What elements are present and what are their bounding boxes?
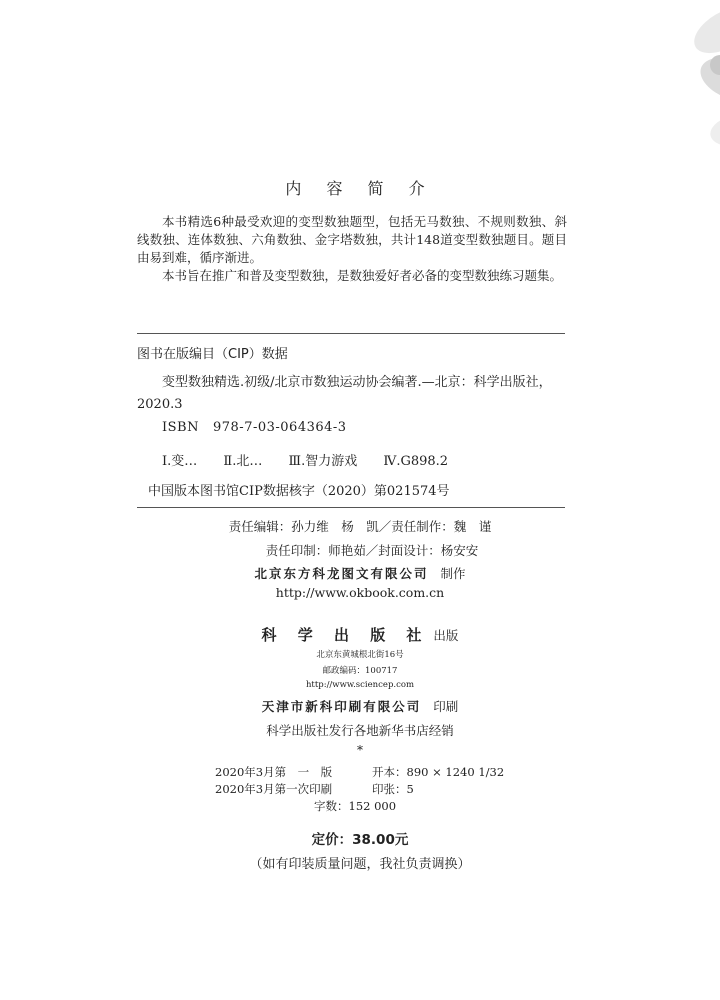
- cip-number: 中国版本图书馆CIP数据核字（2020）第021574号: [148, 484, 450, 499]
- class-1: Ⅰ.变…: [162, 454, 198, 469]
- publisher-postcode: 邮政编码：100717: [322, 666, 398, 676]
- isbn-label: ISBN: [162, 420, 199, 435]
- printing-line: 2020年3月第一次印刷: [215, 782, 333, 796]
- isbn-value: 978-7-03-064364-3: [212, 420, 347, 435]
- printer-role: 印刷: [433, 699, 459, 714]
- page-title: 内 容 简 介: [285, 179, 435, 198]
- isbn-line: [162, 420, 361, 435]
- divider-top: [137, 333, 565, 334]
- separator-asterisk: *: [357, 743, 363, 757]
- printer-name: 天津市新科印刷有限公司: [261, 699, 422, 714]
- quality-notice: （如有印装质量问题，我社负责调换）: [249, 857, 471, 872]
- edition-line: 2020年3月第 一 版: [215, 765, 333, 779]
- printer-line: [0, 697, 720, 715]
- class-2: Ⅱ.北…: [223, 454, 263, 469]
- credits-printing: 责任印制：师艳茹／封面设计：杨安安: [265, 543, 479, 558]
- class-3: Ⅲ.智力游戏: [288, 454, 358, 469]
- cip-entry-text: 变型数独精选.初级/北京市数独运动协会编著.—北京：科学出版社，2020.3: [137, 375, 552, 412]
- cip-heading: 图书在版编目（CIP）数据: [137, 347, 288, 362]
- publisher-line: [0, 624, 720, 645]
- publisher-role: 出版: [433, 628, 459, 643]
- producer-line: [0, 564, 720, 582]
- publisher-name: 科 学 出 版 社: [261, 626, 430, 644]
- class-4: Ⅳ.G898.2: [383, 454, 449, 469]
- intro-paragraph-1: 本书精选6种最受欢迎的变型数独题型，包括无马数独、不规则数独、斜线数独、连体数独、六角数独、金字塔数独，共计148道变型数独题目。题目由易到难，循序渐进。: [137, 214, 567, 265]
- price-text: 定价：38.00元: [311, 832, 409, 848]
- producer-role: 制作: [440, 566, 466, 581]
- producer-url: http://www.okbook.com.cn: [275, 585, 445, 600]
- format-line: 开本：890 × 1240 1/32: [372, 765, 505, 779]
- intro-text: [137, 213, 567, 285]
- cip-entry: [137, 372, 565, 416]
- publisher-address: 北京东黄城根北街16号: [316, 650, 404, 660]
- divider-bottom: [137, 507, 565, 508]
- distribution-line: 科学出版社发行各地新华书店经销: [266, 723, 454, 738]
- words-line: 字数：152 000: [314, 799, 397, 813]
- credits-editors: 责任编辑：孙力维 杨 凯／责任制作：魏 谨: [228, 519, 492, 534]
- price: [0, 828, 720, 848]
- intro-paragraph-2: 本书旨在推广和普及变型数独，是数独爱好者必备的变型数独练习题集。: [162, 268, 563, 283]
- sheets-line: 印张：5: [372, 782, 414, 796]
- producer-name: 北京东方科龙图文有限公司: [254, 566, 429, 581]
- publisher-url: http://www.sciencep.com: [305, 680, 415, 690]
- classification-line: [162, 450, 470, 469]
